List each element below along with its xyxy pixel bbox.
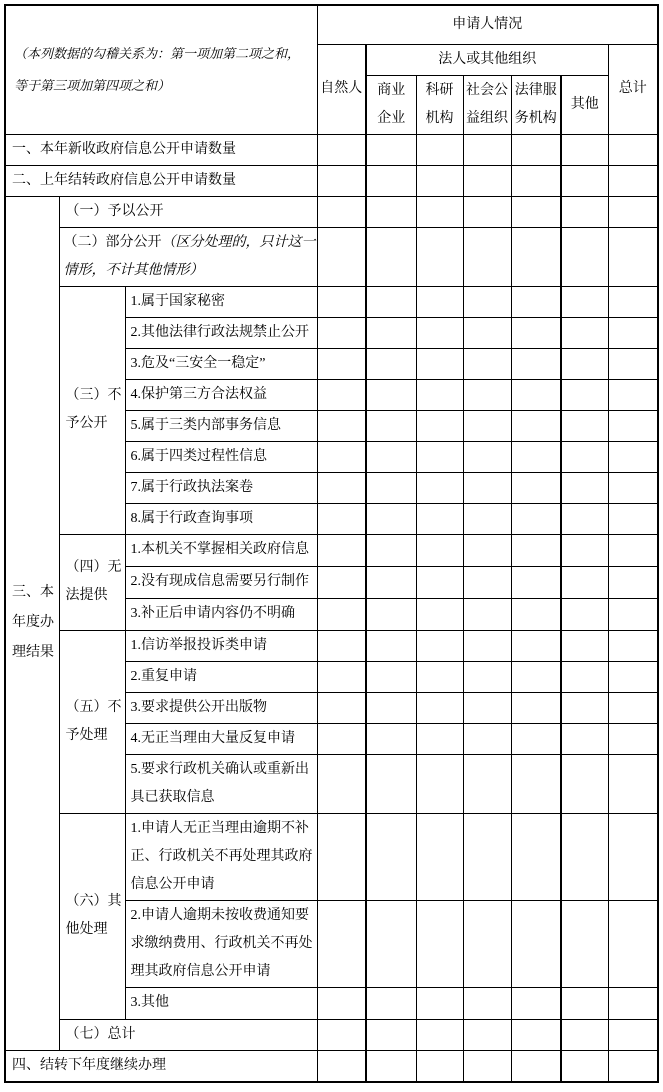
data-cell [317, 900, 366, 987]
data-cell [317, 441, 366, 472]
row-label-partial-note: （区分处理的，只计这一情形，不计其他情形） [63, 234, 316, 278]
row-label-other-handling-item: 1.申请人无正当理由逾期不补正、行政机关不再处理其政府信息公开申请 [125, 813, 317, 900]
data-cell [561, 692, 608, 723]
data-cell [511, 661, 561, 692]
data-cell [463, 379, 511, 410]
row-label-carried-over: 二、上年结转政府信息公开申请数量 [5, 165, 317, 196]
data-cell [416, 566, 463, 598]
data-cell [608, 472, 658, 503]
data-cell [511, 410, 561, 441]
data-cell [317, 379, 366, 410]
data-cell [463, 503, 511, 534]
data-cell [608, 566, 658, 598]
row-label-subtotal: （七）总计 [59, 1019, 317, 1050]
data-cell [511, 317, 561, 348]
data-cell [416, 692, 463, 723]
data-cell [366, 1019, 416, 1050]
data-cell [317, 692, 366, 723]
data-cell [366, 317, 416, 348]
data-cell [317, 286, 366, 317]
data-cell [317, 348, 366, 379]
data-cell [511, 1050, 561, 1082]
data-cell [511, 165, 561, 196]
row-label-not-processed-item: 3.要求提供公开出版物 [125, 692, 317, 723]
data-cell [416, 317, 463, 348]
data-cell [317, 813, 366, 900]
data-cell [366, 661, 416, 692]
data-cell [511, 441, 561, 472]
data-cell [366, 134, 416, 165]
row-label-denied-item: 2.其他法律行政法规禁止公开 [125, 317, 317, 348]
data-cell [317, 227, 366, 286]
data-cell [366, 348, 416, 379]
data-cell [463, 987, 511, 1019]
data-cell [416, 503, 463, 534]
data-cell [561, 196, 608, 227]
data-cell [317, 987, 366, 1019]
data-cell [416, 196, 463, 227]
data-cell [608, 503, 658, 534]
data-cell [511, 723, 561, 754]
table-row [5, 134, 658, 165]
data-cell [317, 1050, 366, 1082]
data-cell [463, 317, 511, 348]
data-cell [366, 227, 416, 286]
data-cell [317, 723, 366, 754]
row-label-carry-to-next-year: 四、结转下年度继续办理 [5, 1050, 317, 1082]
data-cell [416, 630, 463, 661]
data-cell [561, 566, 608, 598]
data-cell [416, 1019, 463, 1050]
data-cell [608, 987, 658, 1019]
data-cell [608, 196, 658, 227]
row-label-unable-item: 3.补正后申请内容仍不明确 [125, 598, 317, 630]
data-cell [463, 472, 511, 503]
data-cell [416, 441, 463, 472]
data-cell [561, 598, 608, 630]
data-cell [608, 379, 658, 410]
reconciliation-note: （本列数据的勾稽关系为：第一项加第二项之和，等于第三项加第四项之和） [5, 5, 317, 134]
data-cell [561, 534, 608, 566]
table-row [5, 1050, 658, 1082]
data-cell [463, 598, 511, 630]
data-cell [416, 227, 463, 286]
data-cell [463, 1050, 511, 1082]
data-cell [561, 348, 608, 379]
data-cell [366, 534, 416, 566]
data-cell [608, 410, 658, 441]
col-header-commercial-enterprise: 商业企业 [366, 75, 416, 134]
data-cell [608, 692, 658, 723]
data-cell [511, 227, 561, 286]
col-header-total: 总计 [608, 44, 658, 134]
data-cell [416, 987, 463, 1019]
col-header-other: 其他 [561, 75, 608, 134]
data-cell [463, 410, 511, 441]
data-cell [366, 286, 416, 317]
data-cell [511, 134, 561, 165]
row-label-partial-disclosure [59, 227, 317, 286]
data-cell [416, 410, 463, 441]
row-label-denied-item: 5.属于三类内部事务信息 [125, 410, 317, 441]
data-cell [511, 692, 561, 723]
data-cell [608, 813, 658, 900]
data-cell [561, 661, 608, 692]
data-cell [608, 165, 658, 196]
row-label-new-requests: 一、本年新收政府信息公开申请数量 [5, 134, 317, 165]
data-cell [561, 630, 608, 661]
data-cell [463, 441, 511, 472]
data-cell [608, 723, 658, 754]
data-cell [608, 630, 658, 661]
row-label-not-processed-item: 1.信访举报投诉类申请 [125, 630, 317, 661]
data-cell [608, 348, 658, 379]
data-cell [366, 900, 416, 987]
data-cell [463, 227, 511, 286]
data-cell [416, 813, 463, 900]
data-cell [561, 317, 608, 348]
data-cell [561, 1019, 608, 1050]
data-cell [366, 379, 416, 410]
col-header-applicant-status: 申请人情况 [317, 5, 658, 44]
data-cell [511, 754, 561, 813]
data-cell [416, 472, 463, 503]
row-label-unable-to-provide: （四）无法提供 [59, 534, 125, 630]
data-cell [416, 534, 463, 566]
table-row [5, 813, 658, 900]
data-cell [561, 379, 608, 410]
data-cell [511, 348, 561, 379]
data-cell [561, 987, 608, 1019]
table-row [5, 227, 658, 286]
data-cell [511, 1019, 561, 1050]
data-cell [608, 227, 658, 286]
data-cell [366, 441, 416, 472]
data-cell [463, 692, 511, 723]
data-cell [317, 1019, 366, 1050]
row-label-denied-item: 1.属于国家秘密 [125, 286, 317, 317]
data-cell [317, 754, 366, 813]
data-cell [463, 534, 511, 566]
data-cell [416, 134, 463, 165]
data-cell [608, 900, 658, 987]
data-cell [608, 286, 658, 317]
data-cell [366, 692, 416, 723]
data-cell [463, 900, 511, 987]
data-cell [416, 379, 463, 410]
data-cell [561, 134, 608, 165]
data-cell [463, 566, 511, 598]
data-cell [561, 754, 608, 813]
data-cell [511, 196, 561, 227]
data-cell [608, 134, 658, 165]
data-cell [463, 813, 511, 900]
row-label-other-handling-item: 2.申请人逾期未按收费通知要求缴纳费用、行政机关不再处理其政府信息公开申请 [125, 900, 317, 987]
data-cell [511, 630, 561, 661]
row-label-not-processed-item: 4.无正当理由大量反复申请 [125, 723, 317, 754]
data-cell [416, 661, 463, 692]
data-cell [561, 227, 608, 286]
data-cell [416, 348, 463, 379]
row-label-unable-item: 1.本机关不掌握相关政府信息 [125, 534, 317, 566]
data-cell [463, 286, 511, 317]
row-label-section3: 三、本年度办理结果 [5, 196, 59, 1050]
data-cell [463, 754, 511, 813]
data-cell [317, 317, 366, 348]
data-cell [366, 598, 416, 630]
data-cell [463, 661, 511, 692]
data-cell [561, 441, 608, 472]
data-cell [317, 196, 366, 227]
data-cell [366, 813, 416, 900]
disclosure-requests-table [4, 4, 659, 1083]
data-cell [366, 1050, 416, 1082]
data-cell [366, 566, 416, 598]
data-cell [561, 410, 608, 441]
col-header-public-welfare-org: 社会公益组织 [463, 75, 511, 134]
data-cell [463, 723, 511, 754]
data-cell [317, 566, 366, 598]
table-row [5, 1019, 658, 1050]
row-label-other-handling: （六）其他处理 [59, 813, 125, 1019]
data-cell [317, 598, 366, 630]
data-cell [416, 165, 463, 196]
row-label-not-processed-item: 2.重复申请 [125, 661, 317, 692]
data-cell [561, 286, 608, 317]
data-cell [511, 286, 561, 317]
data-cell [511, 987, 561, 1019]
data-cell [463, 196, 511, 227]
table-row [5, 286, 658, 317]
table-row [5, 196, 658, 227]
data-cell [366, 987, 416, 1019]
data-cell [416, 900, 463, 987]
table-row [5, 630, 658, 661]
data-cell [317, 165, 366, 196]
data-cell [561, 813, 608, 900]
data-cell [416, 1050, 463, 1082]
data-cell [463, 348, 511, 379]
row-label-denied: （三）不予公开 [59, 286, 125, 534]
row-label-denied-item: 3.危及“三安全一稳定” [125, 348, 317, 379]
data-cell [463, 165, 511, 196]
row-label-unable-item: 2.没有现成信息需要另行制作 [125, 566, 317, 598]
data-cell [511, 379, 561, 410]
data-cell [317, 534, 366, 566]
data-cell [608, 754, 658, 813]
data-cell [317, 134, 366, 165]
data-cell [511, 503, 561, 534]
row-label-other-handling-item: 3.其他 [125, 987, 317, 1019]
data-cell [511, 566, 561, 598]
data-cell [561, 165, 608, 196]
data-cell [366, 410, 416, 441]
row-label-granted: （一）予以公开 [59, 196, 317, 227]
data-cell [608, 441, 658, 472]
col-header-research-institution: 科研机构 [416, 75, 463, 134]
data-cell [561, 503, 608, 534]
data-cell [608, 534, 658, 566]
data-cell [416, 598, 463, 630]
data-cell [366, 630, 416, 661]
data-cell [366, 165, 416, 196]
data-cell [317, 630, 366, 661]
data-cell [608, 317, 658, 348]
data-cell [561, 1050, 608, 1082]
row-label-denied-item: 8.属于行政查询事项 [125, 503, 317, 534]
row-label-not-processed: （五）不予处理 [59, 630, 125, 813]
data-cell [317, 472, 366, 503]
col-header-legal-service-org: 法律服务机构 [511, 75, 561, 134]
data-cell [463, 630, 511, 661]
col-header-legal-or-other-org: 法人或其他组织 [366, 44, 608, 75]
table-row [5, 534, 658, 566]
row-label-denied-item: 6.属于四类过程性信息 [125, 441, 317, 472]
data-cell [317, 661, 366, 692]
data-cell [561, 900, 608, 987]
data-cell [463, 1019, 511, 1050]
data-cell [561, 472, 608, 503]
row-label-partial-main: （二）部分公开 [63, 234, 162, 250]
data-cell [561, 723, 608, 754]
data-cell [366, 754, 416, 813]
data-cell [416, 286, 463, 317]
data-cell [511, 534, 561, 566]
data-cell [366, 723, 416, 754]
data-cell [511, 598, 561, 630]
data-cell [511, 813, 561, 900]
table-row [5, 165, 658, 196]
data-cell [366, 503, 416, 534]
data-cell [511, 900, 561, 987]
row-label-not-processed-item: 5.要求行政机关确认或重新出具已获取信息 [125, 754, 317, 813]
data-cell [463, 134, 511, 165]
data-cell [416, 754, 463, 813]
data-cell [608, 1019, 658, 1050]
data-cell [416, 723, 463, 754]
data-cell [608, 598, 658, 630]
row-label-denied-item: 4.保护第三方合法权益 [125, 379, 317, 410]
data-cell [317, 410, 366, 441]
col-header-natural-person: 自然人 [317, 44, 366, 134]
data-cell [317, 503, 366, 534]
data-cell [511, 472, 561, 503]
data-cell [608, 661, 658, 692]
data-cell [366, 196, 416, 227]
row-label-denied-item: 7.属于行政执法案卷 [125, 472, 317, 503]
data-cell [366, 472, 416, 503]
data-cell [608, 1050, 658, 1082]
